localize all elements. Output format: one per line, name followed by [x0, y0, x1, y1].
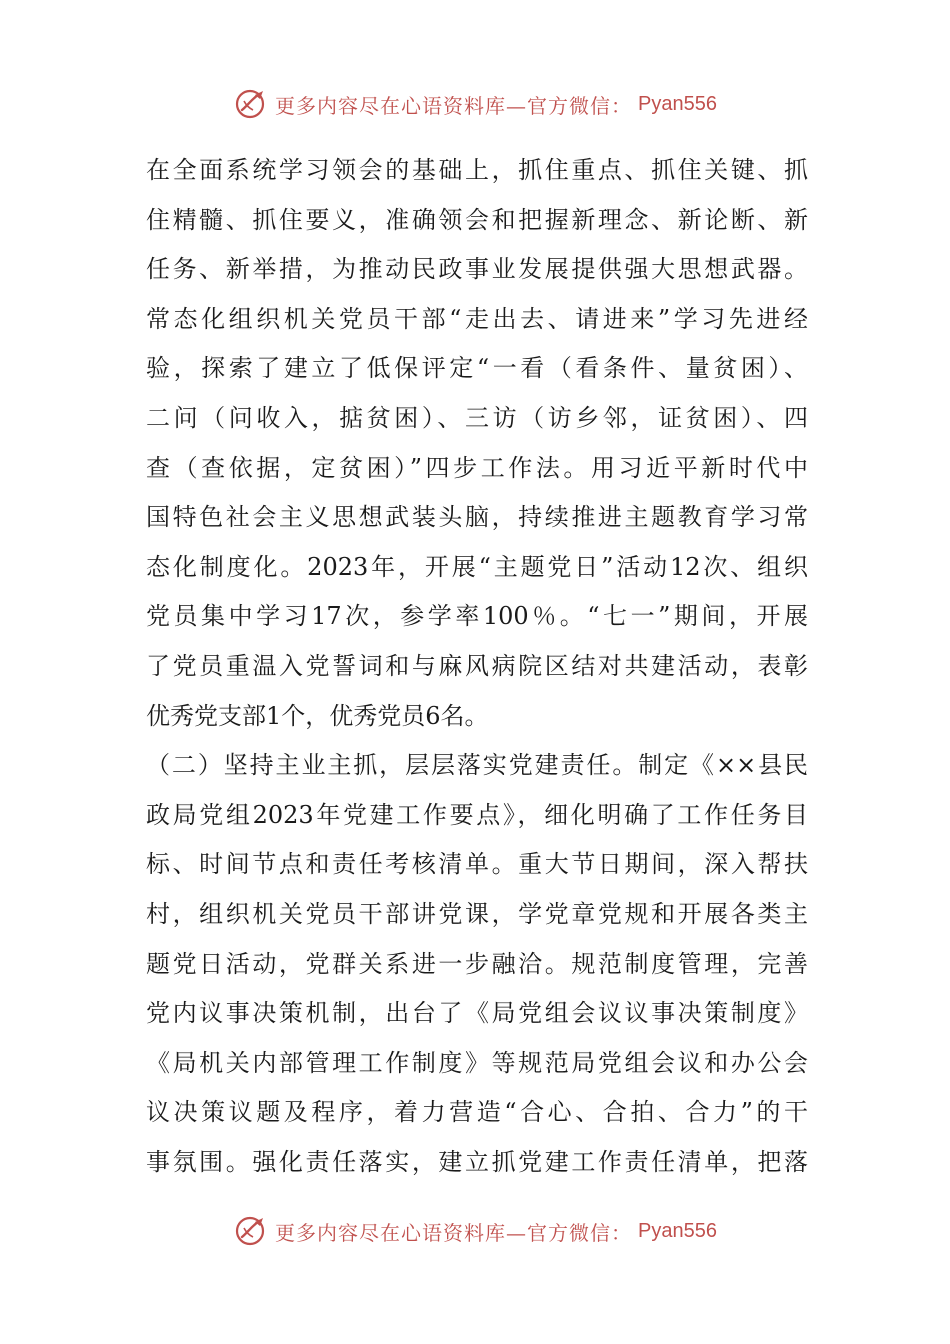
text-line: 住精髓、抓住要义，准确领会和把握新理念、新论断、新 [146, 205, 808, 234]
banner-text: 更多内容尽在心语资料库—官方微信： [275, 93, 633, 118]
pen-logo-icon [233, 86, 269, 122]
text-line: 二问（问收入，掂贫困）、三访（访乡邻，证贫困）、四 [146, 403, 808, 432]
header-watermark-banner [0, 84, 950, 124]
document-body [146, 146, 808, 1187]
text-line: 查（查依据，定贫困）”四步工作法。用习近平新时代中 [146, 453, 808, 482]
text-line: 事氛围。强化责任落实，建立抓党建工作责任清单，把落 [146, 1147, 808, 1176]
text-line: 验，探索了建立了低保评定“一看（看条件、量贫困）、 [146, 354, 808, 383]
text-line: 村，组织机关党员干部讲党课，学党章党规和开展各类主 [146, 899, 808, 928]
text-line: 标、时间节点和责任考核清单。重大节日期间，深入帮扶 [146, 850, 808, 879]
text-line: 了党员重温入党誓词和与麻风病院区结对共建活动，表彰 [146, 651, 808, 680]
text-line: 党内议事决策机制，出台了《局党组会议议事决策制度》 [146, 999, 808, 1028]
text-line: 《局机关内部管理工作制度》等规范局党组会议和办公会 [146, 1048, 808, 1077]
text-line: 党员集中学习17次，参学率100％。“七一”期间，开展 [146, 602, 808, 631]
pen-logo-icon [233, 1213, 269, 1249]
text-line: 态化制度化。2023年，开展“主题党日”活动12次、组织 [146, 552, 808, 581]
text-line: 国特色社会主义思想武装头脑，持续推进主题教育学习常 [146, 503, 808, 532]
banner-text: 更多内容尽在心语资料库—官方微信： [275, 1220, 633, 1245]
text-line: 在全面系统学习领会的基础上，抓住重点、抓住关键、抓 [146, 156, 808, 184]
text-line: 常态化组织机关党员干部“走出去、请进来”学习先进经 [146, 304, 808, 333]
text-line: 题党日活动，党群关系进一步融洽。规范制度管理，完善 [146, 949, 808, 978]
footer-watermark-banner [0, 1211, 950, 1251]
banner-handle: Pyan556 [638, 1219, 717, 1242]
banner-handle: Pyan556 [638, 92, 717, 115]
text-line: 议决策议题及程序，着力营造“合心、合拍、合力”的干 [146, 1098, 808, 1127]
text-line: 优秀党支部1个，优秀党员6名。 [146, 701, 489, 730]
text-line: 任务、新举措，为推动民政事业发展提供强大思想武器。 [146, 255, 808, 284]
text-line: 政局党组2023年党建工作要点》，细化明确了工作任务目 [146, 800, 808, 829]
text-line: （二）坚持主业主抓，层层落实党建责任。制定《××县民 [146, 751, 808, 780]
